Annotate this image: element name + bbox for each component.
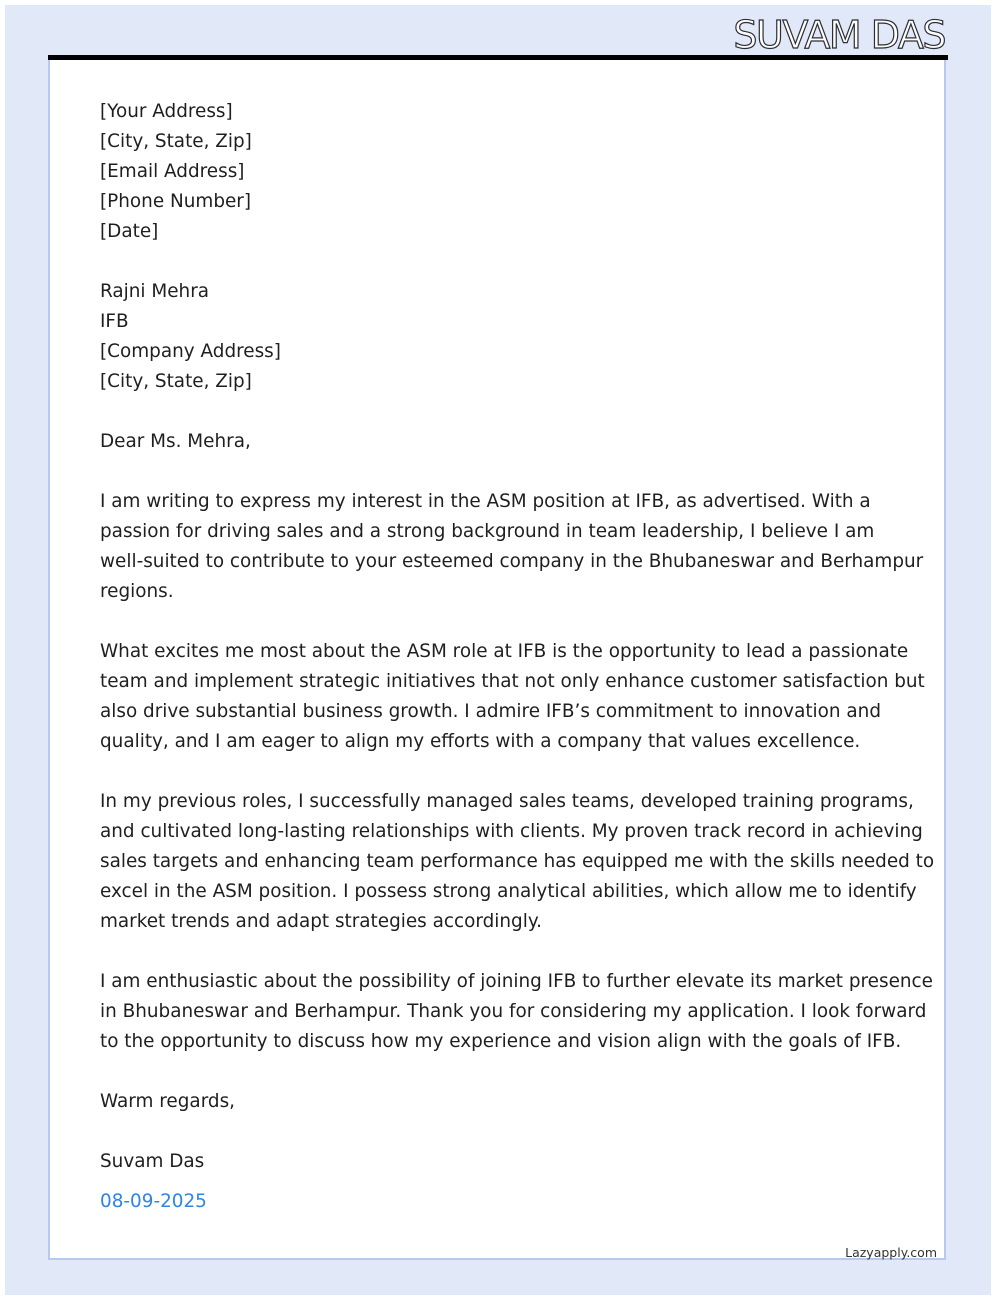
body-line: What excites me most about the ASM role at IFB is the opportunity to lead a passionate bbox=[100, 641, 909, 662]
letter-content bbox=[100, 97, 935, 1217]
body-line: regions. bbox=[100, 581, 174, 602]
recipient-block bbox=[100, 277, 900, 397]
body-line: in Bhubaneswar and Berhampur. Thank you for considering my application. I look forward bbox=[100, 1001, 927, 1022]
recipient-company: IFB bbox=[100, 311, 129, 332]
sender-city-state-zip: [City, State, Zip] bbox=[100, 131, 252, 152]
body-paragraph bbox=[100, 967, 933, 1057]
body-line: and cultivated long-lasting relationships with clients. My proven track record in achieving bbox=[100, 821, 923, 842]
body-paragraph bbox=[100, 637, 925, 757]
footer-brand: Lazyapply.com bbox=[845, 1245, 937, 1260]
body-line: sales targets and enhancing team performance has equipped me with the skills needed to bbox=[100, 851, 935, 872]
body-paragraph bbox=[100, 787, 935, 937]
author-name-heading: SUVAM DAS bbox=[733, 13, 945, 57]
body-line: to the opportunity to discuss how my experience and vision align with the goals of IFB. bbox=[100, 1031, 902, 1052]
sender-address: [Your Address] bbox=[100, 101, 233, 122]
recipient-city-state-zip: [City, State, Zip] bbox=[100, 371, 252, 392]
body-line: well-suited to contribute to your esteemed company in the Bhubaneswar and Berhampur bbox=[100, 551, 924, 572]
sender-block bbox=[100, 97, 900, 247]
sender-phone: [Phone Number] bbox=[100, 191, 252, 212]
body-line: team and implement strategic initiatives that not only enhance customer satisfaction but bbox=[100, 671, 925, 692]
signed-date: 08-09-2025 bbox=[100, 1191, 207, 1212]
signature: Suvam Das bbox=[100, 1151, 205, 1172]
sender-email: [Email Address] bbox=[100, 161, 245, 182]
body-line: I am writing to express my interest in the ASM position at IFB, as advertised. With a bbox=[100, 491, 871, 512]
body-line: market trends and adapt strategies accordingly. bbox=[100, 911, 542, 932]
closing: Warm regards, bbox=[100, 1091, 236, 1112]
body-line: excel in the ASM position. I possess strong analytical abilities, which allow me to identify bbox=[100, 881, 917, 902]
recipient-name: Rajni Mehra bbox=[100, 281, 210, 302]
salutation: Dear Ms. Mehra, bbox=[100, 431, 251, 452]
body-line: In my previous roles, I successfully managed sales teams, developed training programs, bbox=[100, 791, 914, 812]
recipient-address: [Company Address] bbox=[100, 341, 281, 362]
body-line: quality, and I am eager to align my efforts with a company that values excellence. bbox=[100, 731, 861, 752]
body-line: also drive substantial business growth. I admire IFB’s commitment to innovation and bbox=[100, 701, 882, 722]
body-paragraph bbox=[100, 487, 924, 607]
sender-date: [Date] bbox=[100, 221, 159, 242]
body-line: passion for driving sales and a strong background in team leadership, I believe I am bbox=[100, 521, 875, 542]
body-line: I am enthusiastic about the possibility of joining IFB to further elevate its market presence bbox=[100, 971, 933, 992]
